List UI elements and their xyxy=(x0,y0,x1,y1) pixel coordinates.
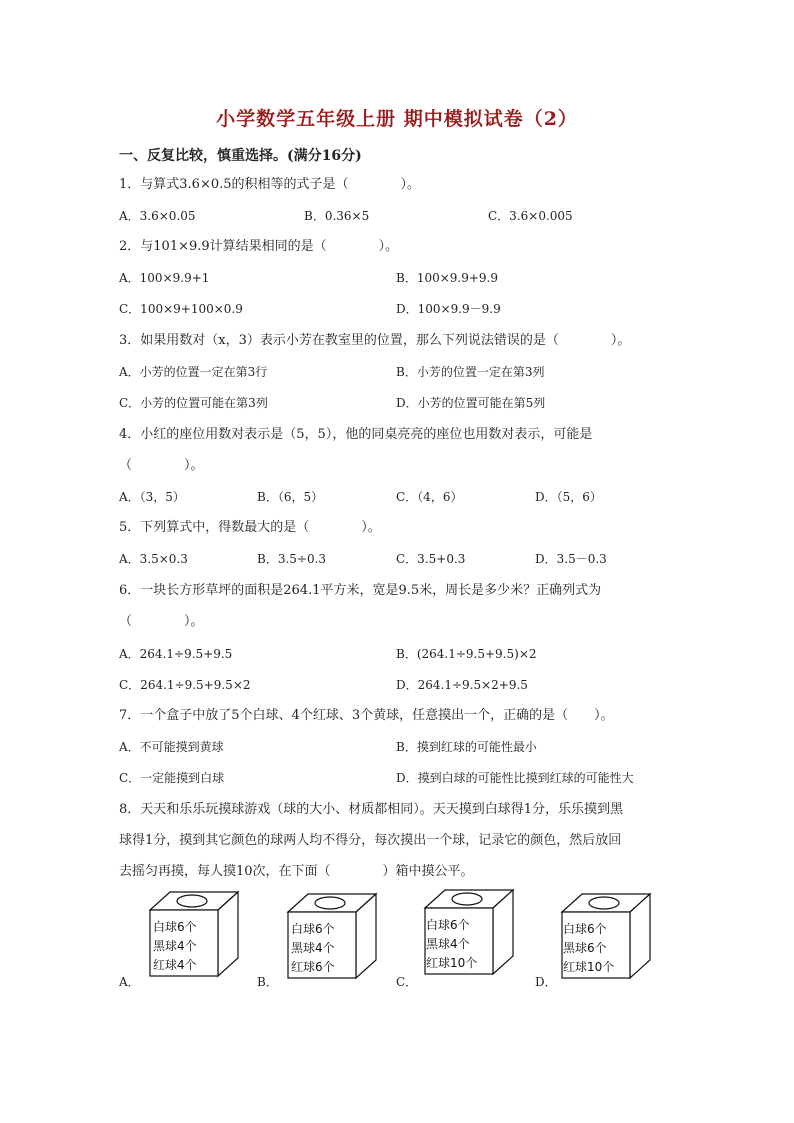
box-b-line-1: 白球6个 xyxy=(291,922,335,936)
q3-option-a[interactable]: A．小芳的位置一定在第3行 xyxy=(119,365,268,379)
q4-option-d[interactable]: D．（5，6） xyxy=(535,490,602,504)
q3-option-c[interactable]: C．小芳的位置可能在第3列 xyxy=(119,396,268,410)
box-a-line-3: 红球4个 xyxy=(153,958,197,972)
q6-option-b[interactable]: B．(264.1÷9.5+9.5)×2 xyxy=(396,647,537,661)
q7-option-a[interactable]: A．不可能摸到黄球 xyxy=(119,740,224,754)
box-c-line-1: 白球6个 xyxy=(426,918,470,932)
q4-option-a[interactable]: A．（3，5） xyxy=(119,490,185,504)
ball-box-a xyxy=(146,888,246,980)
q4-option-c[interactable]: C．（4，6） xyxy=(396,490,463,504)
q1-option-b[interactable]: B．0.36×5 xyxy=(304,209,370,223)
section-heading: 一、反复比较，慎重选择。(满分16分) xyxy=(119,148,362,164)
q5-option-c[interactable]: C．3.5+0.3 xyxy=(396,552,466,566)
ball-box-c xyxy=(421,886,521,978)
question-6-stem-line1: 6．一块长方形草坪的面积是264.1平方米，宽是9.5米，周长是多少米？正确列式为 xyxy=(119,583,602,598)
ball-box-b xyxy=(284,890,384,982)
question-1-stem: 1．与算式3.6×0.5的积相等的式子是（ ）。 xyxy=(119,177,421,192)
q3-option-b[interactable]: B．小芳的位置一定在第3列 xyxy=(396,365,545,379)
box-a-line-2: 黑球4个 xyxy=(153,939,197,953)
question-4-stem-line2: （ ）。 xyxy=(119,458,204,473)
ball-box-d xyxy=(558,890,658,982)
box-c-line-2: 黑球4个 xyxy=(426,937,470,951)
q8-option-d[interactable]: D． xyxy=(535,975,557,989)
q1-option-a[interactable]: A．3.6×0.05 xyxy=(119,209,196,223)
question-4-stem-line1: 4．小红的座位用数对表示是（5，5），他的同桌亮亮的座位也用数对表示，可能是 xyxy=(119,427,593,442)
box-d-line-3: 红球10个 xyxy=(563,960,615,974)
box-opening-icon xyxy=(589,897,619,909)
box-a-line-1: 白球6个 xyxy=(153,920,197,934)
q5-option-b[interactable]: B．3.5÷0.3 xyxy=(257,552,327,566)
q7-option-d[interactable]: D．摸到白球的可能性比摸到红球的可能性大 xyxy=(396,771,634,785)
q7-option-b[interactable]: B．摸到红球的可能性最小 xyxy=(396,740,537,754)
q2-option-b[interactable]: B．100×9.9+9.9 xyxy=(396,271,499,285)
question-7-stem: 7．一个盒子中放了5个白球、4个红球、3个黄球，任意摸出一个，正确的是（ ）。 xyxy=(119,708,614,723)
q7-option-c[interactable]: C．一定能摸到白球 xyxy=(119,771,225,785)
q4-option-b[interactable]: B．（6，5） xyxy=(257,490,324,504)
q6-option-a[interactable]: A．264.1÷9.5+9.5 xyxy=(119,647,233,661)
q6-option-d[interactable]: D．264.1÷9.5×2+9.5 xyxy=(396,678,528,692)
q1-option-c[interactable]: C．3.6×0.005 xyxy=(488,209,573,223)
q3-option-d[interactable]: D．小芳的位置可能在第5列 xyxy=(396,396,546,410)
box-opening-icon xyxy=(452,893,482,905)
q8-option-c[interactable]: C． xyxy=(396,975,418,989)
box-c-line-3: 红球10个 xyxy=(426,956,478,970)
q2-option-a[interactable]: A．100×9.9+1 xyxy=(119,271,210,285)
q5-option-a[interactable]: A．3.5×0.3 xyxy=(119,552,188,566)
q8-option-b[interactable]: B． xyxy=(257,975,278,989)
question-8-stem-line2: 球得1分，摸到其它颜色的球两人均不得分，每次摸出一个球，记录它的颜色，然后放回 xyxy=(119,833,622,848)
question-8-stem-line3: 去摇匀再摸，每人摸10次，在下面（ ）箱中摸公平。 xyxy=(119,864,474,879)
q8-option-a[interactable]: A． xyxy=(119,975,140,989)
question-8-stem-line1: 8．天天和乐乐玩摸球游戏（球的大小、材质都相同）。天天摸到白球得1分，乐乐摸到黑 xyxy=(119,802,624,817)
q2-option-c[interactable]: C．100×9+100×0.9 xyxy=(119,302,243,316)
question-3-stem: 3．如果用数对（x，3）表示小芳在教室里的位置，那么下列说法错误的是（ ）。 xyxy=(119,333,631,348)
question-6-stem-line2: （ ）。 xyxy=(119,614,204,629)
box-b-line-3: 红球6个 xyxy=(291,960,335,974)
box-opening-icon xyxy=(315,897,345,909)
q6-option-c[interactable]: C．264.1÷9.5+9.5×2 xyxy=(119,678,251,692)
page-title: 小学数学五年级上册 期中模拟试卷（2） xyxy=(216,108,578,130)
q2-option-d[interactable]: D．100×9.9－9.9 xyxy=(396,302,501,316)
box-d-line-2: 黑球6个 xyxy=(563,941,607,955)
box-b-line-2: 黑球4个 xyxy=(291,941,335,955)
box-opening-icon xyxy=(177,895,207,907)
question-5-stem: 5．下列算式中，得数最大的是（ ）。 xyxy=(119,520,381,535)
box-d-line-1: 白球6个 xyxy=(563,922,607,936)
q5-option-d[interactable]: D．3.5－0.3 xyxy=(535,552,607,566)
question-2-stem: 2．与101×9.9计算结果相同的是（ ）。 xyxy=(119,239,399,254)
